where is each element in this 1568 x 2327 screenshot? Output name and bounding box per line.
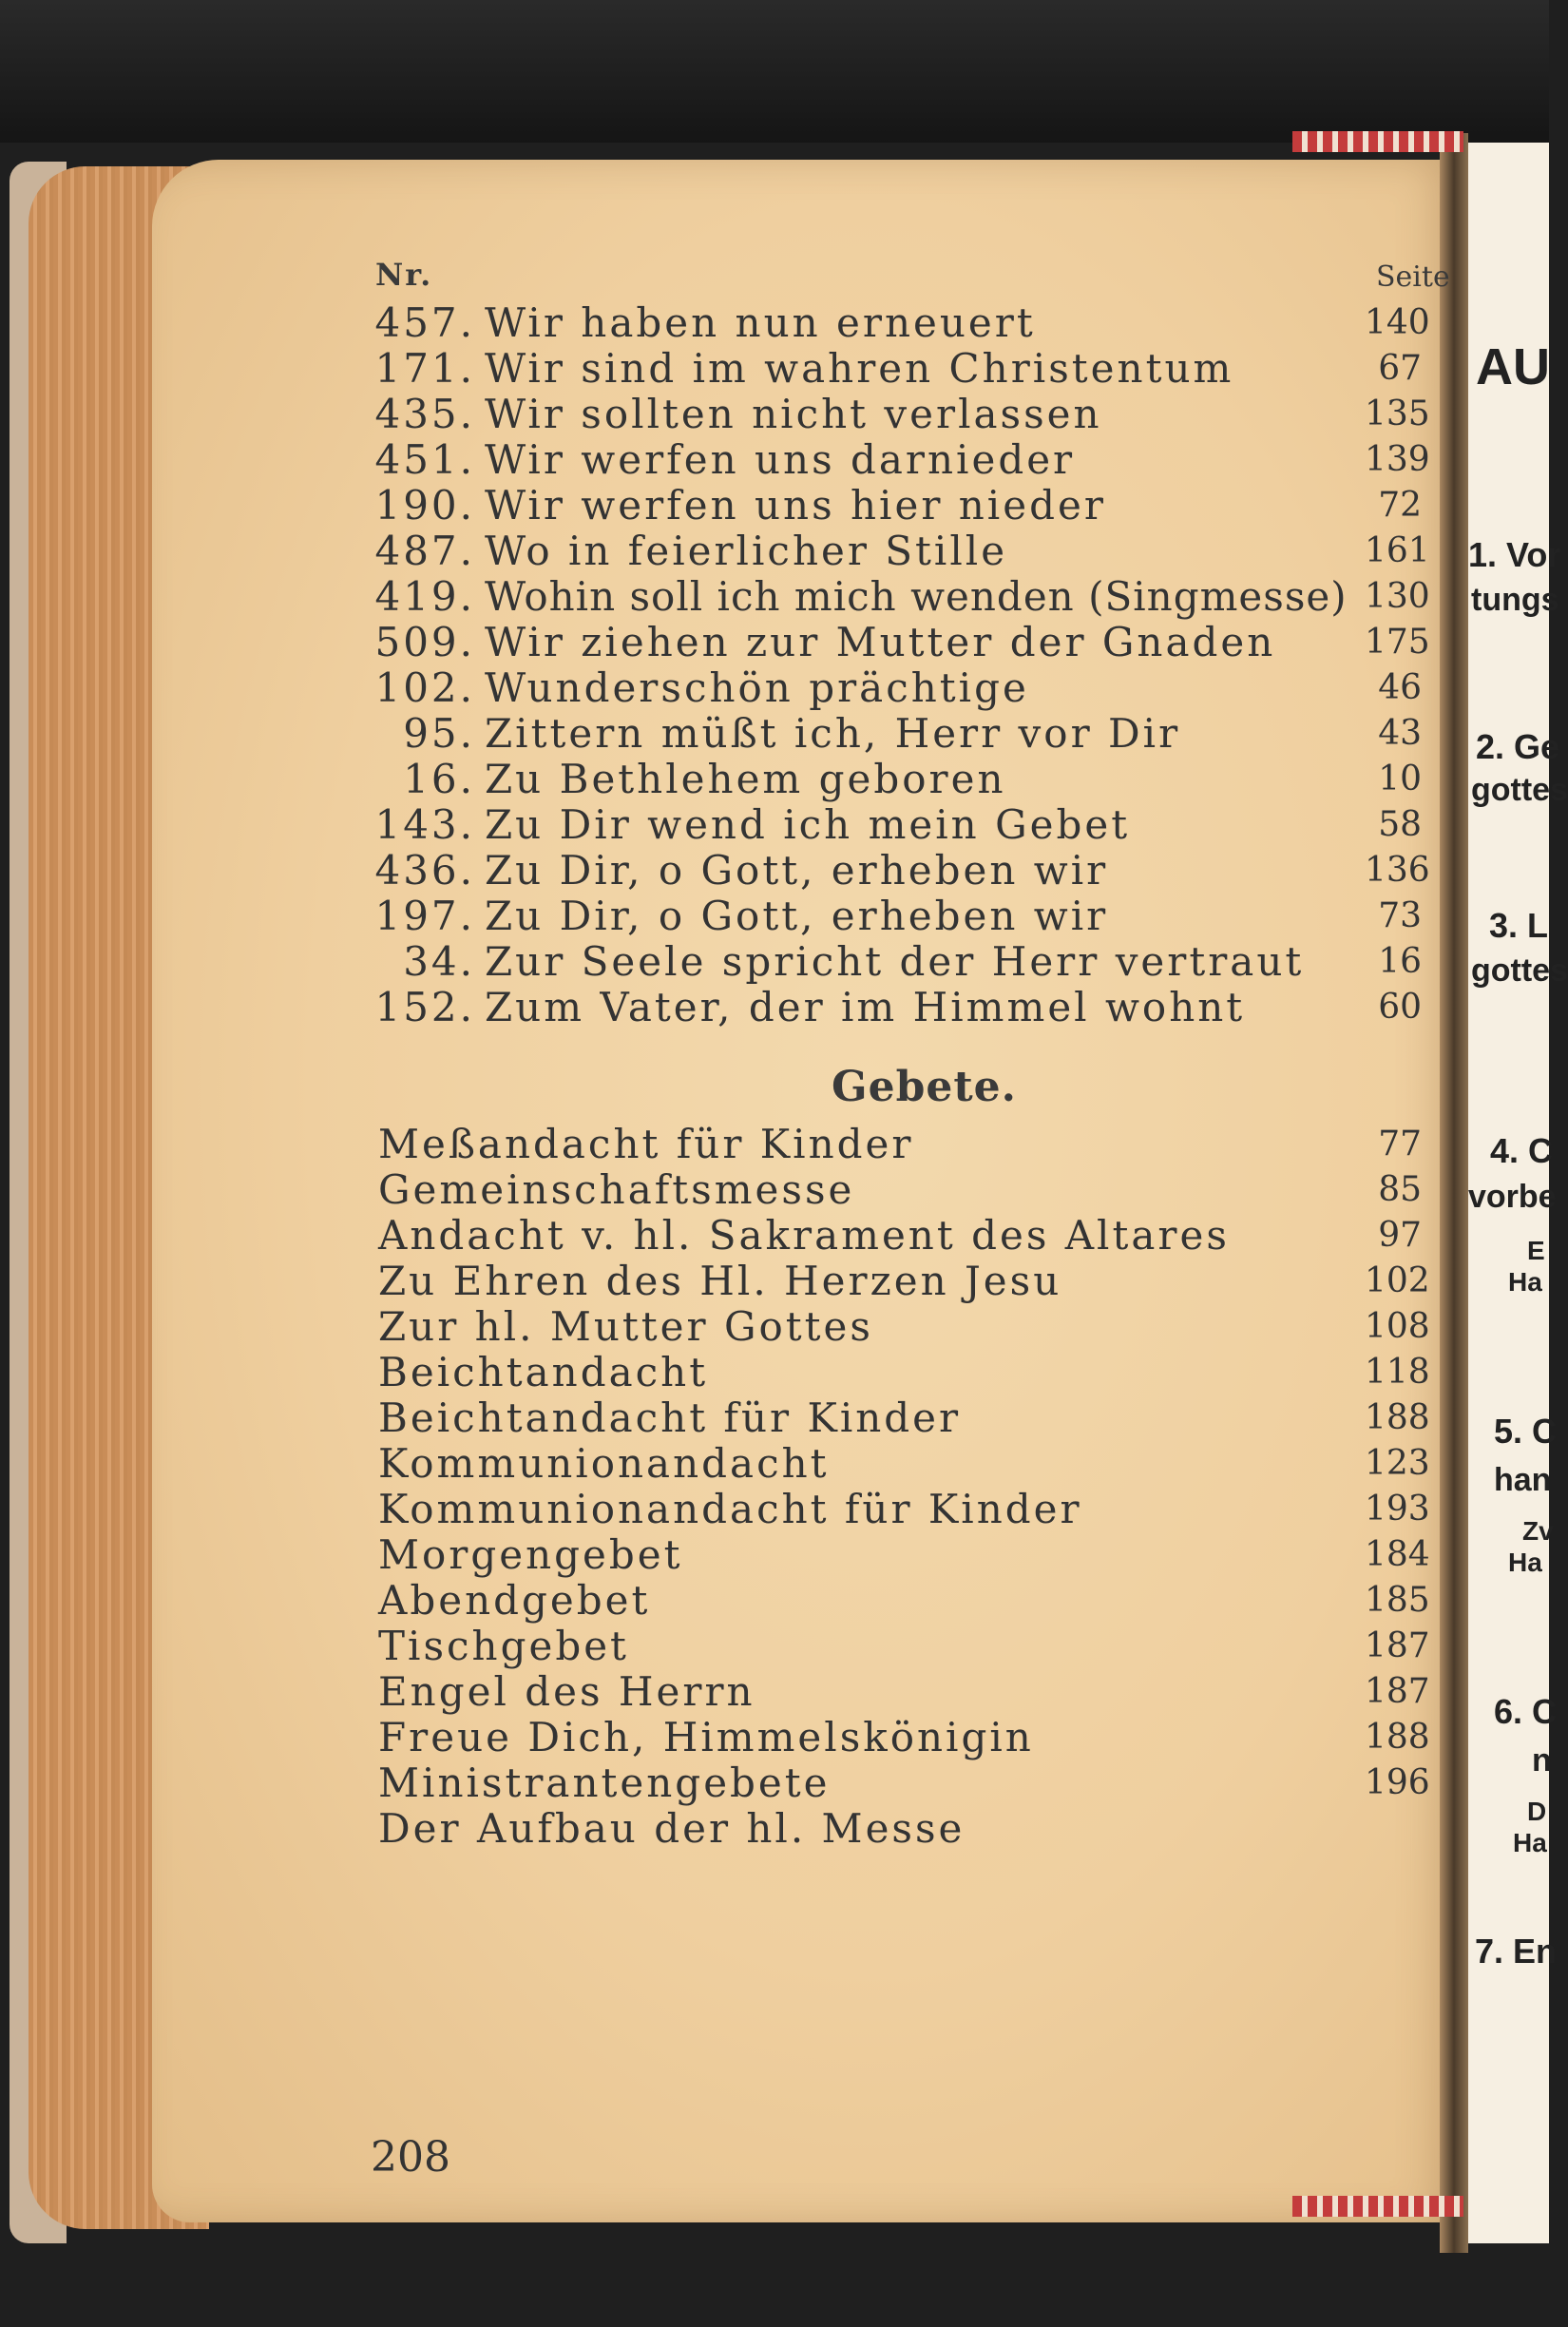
right-page-fragment: E <box>1527 1236 1545 1265</box>
song-entry <box>361 483 1454 529</box>
section-heading: Gebete. <box>832 1063 1017 1111</box>
right-page-fragment: 7. En <box>1475 1932 1558 1971</box>
song-title: Zittern müßt ich, Herr vor Dir <box>485 710 1181 757</box>
right-page-fragment: 1. Vor <box>1468 535 1561 574</box>
song-title: Wir werfen uns darnieder <box>485 436 1076 483</box>
song-page: 43 <box>1378 714 1422 753</box>
prayer-title: Freue Dich, Himmelskönigin <box>378 1714 1034 1760</box>
background-shadow <box>0 0 1549 143</box>
song-title: Wir sollten nicht verlassen <box>485 391 1102 437</box>
song-page: 135 <box>1365 394 1430 433</box>
song-entry <box>361 574 1454 620</box>
prayer-page: 196 <box>1365 1763 1430 1802</box>
prayer-entry <box>361 1578 1454 1624</box>
song-number: 171. <box>374 345 475 392</box>
right-page-fragment: D <box>1527 1797 1547 1826</box>
prayer-entry <box>361 1715 1454 1760</box>
ribbon-marker-bottom <box>1292 2196 1463 2217</box>
prayer-page: 187 <box>1365 1626 1430 1665</box>
song-entry <box>361 300 1454 346</box>
right-page-fragment: Ha <box>1513 1828 1547 1857</box>
prayer-title: Gemeinschaftsmesse <box>378 1166 855 1213</box>
song-page: 130 <box>1365 577 1430 616</box>
song-title: Wir werfen uns hier nieder <box>485 482 1106 529</box>
right-page-fragment: 5. C <box>1494 1412 1558 1451</box>
prayer-title: Zur hl. Mutter Gottes <box>378 1303 873 1350</box>
song-page: 10 <box>1378 760 1422 798</box>
song-page: 67 <box>1378 349 1422 388</box>
song-title: Wo in feierlicher Stille <box>485 528 1008 574</box>
prayer-title: Morgengebet <box>378 1531 683 1578</box>
prayer-title: Meßandacht für Kinder <box>378 1121 914 1167</box>
song-number: 451. <box>374 436 475 483</box>
prayer-page: 188 <box>1365 1718 1430 1757</box>
right-page-fragment: n <box>1532 1742 1552 1779</box>
page-number: 208 <box>371 2133 450 2182</box>
prayer-entry <box>361 1487 1454 1532</box>
prayer-title: Engel des Herrn <box>378 1668 755 1715</box>
song-title: Zu Dir, o Gott, erheben wir <box>485 893 1109 939</box>
song-page: 136 <box>1365 851 1430 890</box>
prayer-page: 102 <box>1365 1261 1430 1300</box>
song-title: Zu Bethlehem geboren <box>485 756 1006 802</box>
song-number: 143. <box>374 801 475 848</box>
song-number: 436. <box>374 847 475 894</box>
song-number: 419. <box>374 573 475 620</box>
song-number: 487. <box>374 528 475 574</box>
song-page: 72 <box>1378 486 1422 525</box>
prayer-entry <box>361 1760 1454 1806</box>
song-entry <box>361 529 1454 574</box>
song-entry <box>361 711 1454 757</box>
song-title: Zum Vater, der im Himmel wohnt <box>485 984 1246 1030</box>
right-page-fragment: Ha <box>1508 1267 1542 1297</box>
song-page: 140 <box>1365 303 1430 342</box>
song-number: 509. <box>374 619 475 665</box>
page-column-header: Seite <box>1376 260 1450 294</box>
song-entry <box>361 620 1454 665</box>
right-page-fragment: tungs <box>1471 582 1559 618</box>
song-entry <box>361 894 1454 939</box>
prayer-entry <box>361 1532 1454 1578</box>
prayer-page: 185 <box>1365 1581 1430 1620</box>
song-title: Zu Dir wend ich mein Gebet <box>485 801 1131 848</box>
song-entry <box>361 802 1454 848</box>
prayer-entry <box>361 1806 1454 1852</box>
prayer-entry <box>361 1259 1454 1304</box>
prayer-title: Kommunionandacht <box>378 1440 830 1487</box>
right-page-fragment: vorbe <box>1468 1179 1557 1215</box>
song-title: Wunderschön prächtige <box>485 664 1029 711</box>
song-number: 95. <box>403 710 475 757</box>
right-page-fragment: 3. L <box>1489 906 1549 945</box>
prayer-title: Beichtandacht für Kinder <box>378 1394 962 1441</box>
song-title: Zur Seele spricht der Herr vertraut <box>485 938 1305 985</box>
prayer-title: Ministrantengebete <box>378 1760 831 1806</box>
prayer-entry <box>361 1350 1454 1395</box>
prayer-title: Abendgebet <box>378 1577 651 1624</box>
song-title: Wohin soll ich mich wenden (Singmesse) <box>485 573 1348 620</box>
song-entry <box>361 939 1454 985</box>
prayer-page: 77 <box>1378 1125 1422 1164</box>
song-title: Wir sind im wahren Christentum <box>485 345 1234 392</box>
song-number: 435. <box>374 391 475 437</box>
right-page-fragment: Zv <box>1522 1516 1554 1546</box>
prayer-title: Der Aufbau der hl. Messe <box>378 1805 966 1852</box>
prayer-entry <box>361 1304 1454 1350</box>
song-page: 60 <box>1378 988 1422 1027</box>
prayer-entry <box>361 1122 1454 1167</box>
prayer-index-list <box>361 1122 1454 1852</box>
right-page <box>1468 143 1568 2243</box>
song-page: 73 <box>1378 896 1422 935</box>
song-index-list <box>361 300 1454 1030</box>
song-page: 161 <box>1365 531 1430 570</box>
song-page: 16 <box>1378 942 1422 981</box>
right-page-fragment: Ha <box>1508 1548 1542 1577</box>
song-entry <box>361 392 1454 437</box>
song-entry <box>361 848 1454 894</box>
song-number: 16. <box>403 756 475 802</box>
song-page: 139 <box>1365 440 1430 479</box>
prayer-page: 193 <box>1365 1490 1430 1529</box>
number-column-header: Nr. <box>375 257 433 293</box>
prayer-page: 97 <box>1378 1216 1422 1255</box>
song-entry <box>361 985 1454 1030</box>
right-page-fragment: gottes <box>1471 952 1568 989</box>
right-page-fragment: 6. C <box>1494 1692 1558 1731</box>
prayer-entry <box>361 1395 1454 1441</box>
prayer-page: 188 <box>1365 1398 1430 1437</box>
prayer-title: Andacht v. hl. Sakrament des Altares <box>378 1212 1230 1259</box>
song-entry <box>361 346 1454 392</box>
song-number: 190. <box>374 482 475 529</box>
right-page-fragment: han <box>1494 1462 1552 1498</box>
prayer-title: Tischgebet <box>378 1623 629 1669</box>
song-number: 457. <box>374 299 475 346</box>
prayer-page: 187 <box>1365 1672 1430 1711</box>
song-entry <box>361 665 1454 711</box>
right-page-fragment: gottes <box>1471 772 1568 808</box>
song-page: 46 <box>1378 668 1422 707</box>
prayer-entry <box>361 1441 1454 1487</box>
prayer-title: Kommunionandacht für Kinder <box>378 1486 1082 1532</box>
prayer-entry <box>361 1669 1454 1715</box>
prayer-entry <box>361 1167 1454 1213</box>
song-number: 197. <box>374 893 475 939</box>
song-entry <box>361 757 1454 802</box>
song-number: 152. <box>374 984 475 1030</box>
prayer-title: Zu Ehren des Hl. Herzen Jesu <box>378 1258 1062 1304</box>
prayer-page: 123 <box>1365 1444 1430 1483</box>
ribbon-marker-top <box>1292 131 1463 152</box>
right-page-fragment: 2. Ge <box>1476 727 1560 766</box>
prayer-page: 184 <box>1365 1535 1430 1574</box>
song-title: Wir haben nun erneuert <box>485 299 1036 346</box>
right-page-fragment: 4. C <box>1490 1131 1554 1170</box>
prayer-page: 118 <box>1365 1353 1430 1392</box>
song-number: 34. <box>403 938 475 985</box>
song-number: 102. <box>374 664 475 711</box>
song-page: 58 <box>1378 805 1422 844</box>
song-entry <box>361 437 1454 483</box>
right-page-fragment: AU <box>1476 338 1550 395</box>
prayer-entry <box>361 1624 1454 1669</box>
prayer-entry <box>361 1213 1454 1259</box>
song-title: Zu Dir, o Gott, erheben wir <box>485 847 1109 894</box>
song-title: Wir ziehen zur Mutter der Gnaden <box>485 619 1276 665</box>
prayer-page: 108 <box>1365 1307 1430 1346</box>
prayer-title: Beichtandacht <box>378 1349 709 1395</box>
song-page: 175 <box>1365 623 1430 662</box>
prayer-page: 85 <box>1378 1170 1422 1209</box>
